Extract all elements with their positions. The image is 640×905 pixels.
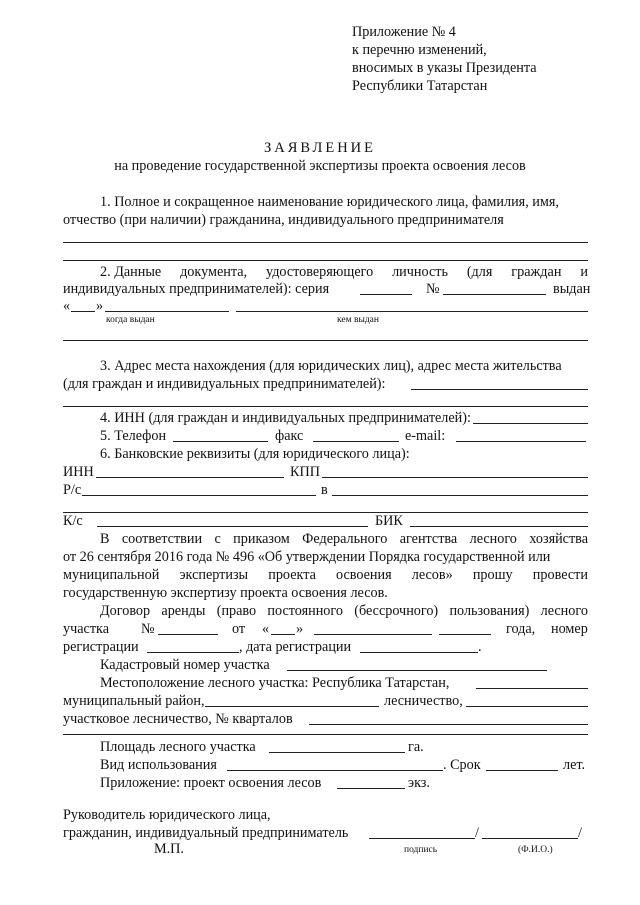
section-5-phone-label: 5. Телефон	[100, 428, 167, 444]
section-2-series-label: индивидуальных предпринимателей): серия	[63, 281, 330, 297]
fill-line-cadastre[interactable]	[287, 670, 547, 671]
fill-line-fax[interactable]	[313, 441, 399, 442]
section-2-issued-label: выдан	[553, 281, 591, 297]
fill-line-issue-date[interactable]	[105, 311, 229, 312]
copies-unit: экз.	[408, 775, 430, 791]
area-unit: га.	[408, 739, 424, 755]
location-label: Местоположение лесного участка: Республика Татарстан,	[100, 675, 450, 691]
fill-line-quarters-2[interactable]	[63, 734, 588, 735]
fill-line-term[interactable]	[486, 770, 558, 771]
registration-period: .	[478, 639, 482, 655]
fill-line-bank-name-2[interactable]	[63, 512, 588, 513]
word: В	[100, 531, 110, 547]
word: личность	[392, 264, 448, 280]
fill-line-forestry[interactable]	[466, 706, 588, 707]
lease-plot-label: участка	[63, 621, 109, 637]
word: прошу	[472, 567, 513, 583]
fill-line-corr-account[interactable]	[97, 526, 368, 527]
date-quote-close: »	[96, 298, 104, 314]
fill-line-district[interactable]	[205, 706, 379, 707]
hint-signature: подпись	[404, 845, 438, 855]
header-line-2: к перечню изменений,	[352, 42, 487, 58]
lease-from-label: от	[232, 621, 246, 637]
lease-quote-open: «	[262, 621, 270, 637]
signature-slash-2: /	[578, 825, 582, 841]
section-4-inn-label: 4. ИНН (для граждан и индивидуальных предпринимателей):	[100, 410, 471, 426]
fill-line-full-name[interactable]	[482, 838, 578, 839]
fill-line-inn-individual[interactable]	[473, 423, 588, 424]
fill-line-use-type[interactable]	[227, 770, 443, 771]
use-type-label: Вид использования	[100, 757, 217, 773]
word: с	[214, 531, 221, 547]
fill-line-copies[interactable]	[337, 788, 405, 789]
word: (право	[216, 603, 257, 619]
fill-line-area[interactable]	[269, 752, 405, 753]
fill-line-registration-number[interactable]	[147, 652, 239, 653]
word: лесного	[540, 603, 588, 619]
fill-line-bank-account[interactable]	[82, 495, 316, 496]
fill-line-bank-name[interactable]	[332, 495, 588, 496]
word: агентства	[399, 531, 458, 547]
attachment-label: Приложение: проект освоения лесов	[100, 775, 322, 791]
fill-line-org-name[interactable]	[63, 242, 588, 243]
fill-line-bank-inn[interactable]	[96, 477, 284, 478]
request-line-2: от 26 сентября 2016 года № 496 «Об утверждении Порядка государственной или	[63, 549, 551, 565]
hint-full-name: (Ф.И.О.)	[518, 845, 553, 855]
bank-corr-account-label: К/с	[63, 513, 83, 529]
section-5-email-label: e-mail:	[405, 428, 446, 444]
fill-line-bik[interactable]	[410, 526, 588, 527]
section-1-line-2: отчество (при наличии) гражданина, индивидуального предпринимателя	[63, 212, 504, 228]
word: пользования)	[449, 603, 530, 619]
fill-line-issued-by-2[interactable]	[63, 340, 588, 341]
word: муниципальной	[63, 567, 160, 583]
fill-line-issued-by[interactable]	[236, 311, 588, 312]
bank-in-label: в	[321, 482, 328, 498]
section-3-line-2: (для граждан и индивидуальных предпринимателей):	[63, 376, 386, 392]
area-label: Площадь лесного участка	[100, 739, 256, 755]
bank-kpp-label: КПП	[290, 464, 320, 480]
registration-date-label: , дата регистрации	[239, 639, 352, 655]
lease-number-sign: №	[141, 621, 155, 637]
bank-bik-label: БИК	[375, 513, 403, 529]
word: хозяйства	[529, 531, 588, 547]
lease-number-label: номер	[551, 621, 588, 637]
header-appendix-number: Приложение № 4	[352, 24, 456, 40]
word: провести	[532, 567, 588, 583]
section-6-bank-label: 6. Банковские реквизиты (для юридического лица):	[100, 446, 410, 462]
stamp-place-label: М.П.	[154, 841, 184, 857]
word: удостоверяющего	[266, 264, 374, 280]
signature-slash-1: /	[475, 825, 479, 841]
fill-line-location[interactable]	[476, 688, 588, 689]
sub-forestry-label: участковое лесничество, № кварталов	[63, 711, 293, 727]
word: лесов»	[411, 567, 453, 583]
lease-year-label: года,	[506, 621, 536, 637]
lease-quote-close: »	[296, 621, 304, 637]
fill-line-bank-kpp[interactable]	[322, 477, 588, 478]
bank-account-label: Р/с	[63, 482, 82, 498]
word: проекта	[268, 567, 316, 583]
fill-line-series[interactable]	[360, 294, 412, 295]
header-line-3: вносимых в указы Президента	[352, 60, 537, 76]
forestry-label: лесничество,	[384, 693, 463, 709]
cadastre-label: Кадастровый номер участка	[100, 657, 270, 673]
word: и	[580, 264, 588, 280]
district-label: муниципальный район,	[63, 693, 205, 709]
bank-inn-label: ИНН	[63, 464, 94, 480]
signature-line-1: Руководитель юридического лица,	[63, 807, 271, 823]
section-5-fax-label: факс	[275, 428, 304, 444]
fill-line-issue-day[interactable]	[71, 311, 95, 312]
fill-line-address[interactable]	[411, 389, 588, 390]
registration-label: регистрации	[63, 639, 139, 655]
section-3-line-1: 3. Адрес места нахождения (для юридических лиц), адрес места жительства	[100, 358, 562, 374]
request-line-3	[63, 566, 588, 584]
fill-line-lease-month[interactable]	[314, 634, 432, 635]
word: документа,	[180, 264, 248, 280]
request-line-4: государственную экспертизу проекта освоения лесов.	[63, 585, 388, 601]
word: 2. Данные	[100, 264, 162, 280]
word: (для	[466, 264, 493, 280]
word: соответствии	[121, 531, 203, 547]
fill-line-lease-year[interactable]	[439, 634, 491, 635]
word: Договор	[100, 603, 151, 619]
fill-line-quarters[interactable]	[309, 724, 588, 725]
word: освоения	[336, 567, 392, 583]
request-line-1	[100, 530, 588, 548]
hint-when-issued: когда выдан	[106, 315, 155, 325]
word: постоянного	[267, 603, 343, 619]
section-1-line-1: 1. Полное и сокращенное наименование юридического лица, фамилия, имя,	[100, 194, 559, 210]
fill-line-registration-date[interactable]	[360, 652, 478, 653]
fill-line-address-2[interactable]	[63, 406, 588, 407]
word: экспертизы	[179, 567, 249, 583]
word: аренды	[161, 603, 206, 619]
hint-issued-by: кем выдан	[337, 315, 379, 325]
fill-line-lease-day[interactable]	[271, 634, 295, 635]
term-years-unit: лет.	[563, 757, 586, 773]
section-2-number-sign: №	[426, 281, 440, 297]
word: приказом	[233, 531, 290, 547]
signature-line-2: гражданин, индивидуальный предприниматель	[63, 825, 349, 841]
fill-line-phone[interactable]	[173, 441, 268, 442]
term-label: . Срок	[443, 757, 481, 773]
fill-line-email[interactable]	[456, 441, 586, 442]
document-subtitle: на проведение государственной экспертизы проекта освоения лесов	[114, 158, 526, 174]
word: граждан	[511, 264, 562, 280]
section-2-line-1	[100, 263, 588, 281]
lease-line-1	[100, 602, 588, 620]
fill-line-lease-number[interactable]	[158, 634, 218, 635]
header-line-4: Республики Татарстан	[352, 78, 488, 94]
word: (бессрочного)	[354, 603, 439, 619]
fill-line-signature[interactable]	[369, 838, 475, 839]
word: Федерального	[302, 531, 388, 547]
date-quote-open: «	[63, 298, 71, 314]
fill-line-org-name-2[interactable]	[63, 260, 588, 261]
fill-line-doc-number[interactable]	[443, 294, 546, 295]
document-title: ЗАЯВЛЕНИЕ	[263, 140, 377, 156]
word: лесного	[469, 531, 517, 547]
